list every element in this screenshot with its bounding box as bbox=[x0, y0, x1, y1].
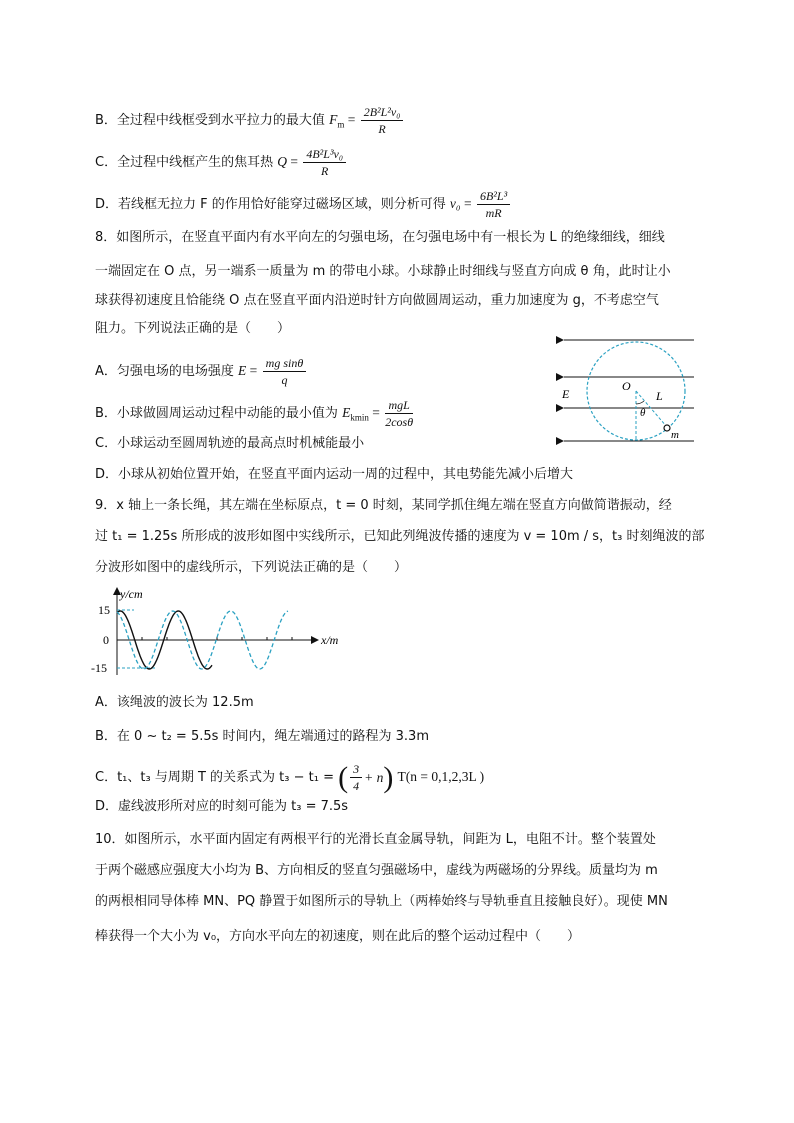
label-L: L bbox=[656, 389, 663, 403]
q9-option-c-paren-expression: ( $\frac{3}{4}$ + n ) bbox=[338, 760, 394, 794]
tick-label-15: 15 bbox=[98, 603, 110, 617]
tick-label-0: 0 bbox=[103, 633, 109, 647]
label-m: m bbox=[671, 429, 679, 441]
q8-option-b bbox=[95, 398, 415, 429]
q8-option-a-fraction: $\frac{\text{mg sinθ}}{q}$ bbox=[263, 356, 307, 387]
ball-marker bbox=[664, 425, 670, 431]
q8-option-a-formula: E = bbox=[238, 363, 261, 378]
q7-option-c bbox=[95, 147, 348, 178]
q7-option-b-formula: $F_m$ = bbox=[329, 112, 359, 130]
q9-option-c bbox=[95, 762, 484, 793]
q8-stem-line-4: 阻力。下列说法正确的是（ ） bbox=[95, 321, 291, 336]
label-O: O bbox=[622, 379, 631, 393]
q9-stem-line-2: 过 t₁ = 1.25s 所形成的波形如图中实线所示，已知此列绳波传播的速度为 v = 10m / s，t₃ 时刻绳波的部 bbox=[95, 529, 705, 544]
q7-option-d-fraction: $\frac{\text{6B²L³}}{mR}$ bbox=[477, 189, 510, 220]
q7-option-b-fraction: $\frac{\text{2B²L²v₀}}{R}$ bbox=[361, 105, 404, 136]
label-E: E bbox=[562, 387, 570, 401]
q8-field-diagram bbox=[556, 328, 700, 450]
q8-stem-line-3: 球获得初速度且恰能绕 O 点在竖直平面内沿逆时针方向做圆周运动，重力加速度为 g，不考虑空气 bbox=[95, 293, 659, 308]
q8-option-d: D．小球从初始位置开始，在竖直平面内运动一周的过程中，其电势能先减小后增大 bbox=[95, 467, 574, 482]
q7-option-b bbox=[95, 105, 405, 136]
q9-option-c-prefix: C．t₁、t₃ 与周期 T 的关系式为 t₃ − t₁ = bbox=[95, 770, 334, 785]
label-theta: θ bbox=[640, 407, 646, 419]
q9-stem-line-1: 9．x 轴上一条长绳，其左端在坐标原点，t = 0 时刻，某同学抓住绳左端在竖直方向做简谐振动，经 bbox=[95, 498, 672, 513]
q9-option-a: A．该绳波的波长为 12.5m bbox=[95, 695, 254, 710]
theta-arc bbox=[636, 401, 644, 404]
q8-option-b-fraction: $\frac{\text{mgL}}{2\cos\theta}$ bbox=[385, 398, 414, 429]
q9-stem-line-3: 分波形如图中的虚线所示，下列说法正确的是（ ） bbox=[95, 560, 408, 575]
q8-option-b-formula: $E_{kmin}$ = bbox=[342, 405, 384, 423]
q10-stem-line-2: 于两个磁感应强度大小均为 B、方向相反的竖直匀强磁场中，虚线为两磁场的分界线。质量均为 m bbox=[95, 863, 658, 878]
q7-option-b-text: B．全过程中线框受到水平拉力的最大值 bbox=[95, 113, 325, 128]
q10-stem-line-1: 10．如图所示，水平面内固定有两根平行的光滑长直金属导轨，间距为 L，电阻不计。整个装置处 bbox=[95, 832, 656, 847]
q8-option-a-text: A．匀强电场的电场强度 bbox=[95, 364, 234, 379]
y-axis-label: y/cm bbox=[120, 587, 143, 601]
q7-option-c-formula: Q = bbox=[277, 154, 302, 169]
q7-option-d-text: D．若线框无拉力 F 的作用恰好能穿过磁场区域，则分析可得 bbox=[95, 197, 446, 212]
q8-stem-line-1: 8．如图所示，在竖直平面内有水平向左的匀强电场，在匀强电场中有一根长为 L 的绝缘细线，细线 bbox=[95, 230, 665, 245]
q9-option-b: B．在 0 ~ t₂ = 5.5s 时间内，绳左端通过的路程为 3.3m bbox=[95, 729, 429, 744]
q9-option-d: D．虚线波形所对应的时刻可能为 t₃ = 7.5s bbox=[95, 799, 349, 814]
q8-option-c: C．小球运动至圆周轨迹的最高点时机械能最小 bbox=[95, 436, 365, 451]
q10-stem-line-4: 棒获得一个大小为 v₀，方向水平向左的初速度，则在此后的整个运动过程中（ ） bbox=[95, 929, 581, 944]
q7-option-d bbox=[95, 189, 512, 220]
q8-stem-line-2: 一端固定在 O 点，另一端系一质量为 m 的带电小球。小球静止时细线与竖直方向成 θ 角，此时让小 bbox=[95, 264, 671, 279]
q7-option-c-text: C．全过程中线框产生的焦耳热 bbox=[95, 155, 274, 170]
q7-option-c-fraction: $\frac{\text{4B²L³v₀}}{R}$ bbox=[303, 147, 346, 178]
q8-option-b-text: B．小球做圆周运动过程中动能的最小值为 bbox=[95, 406, 338, 421]
q7-option-d-formula: v₀ = bbox=[449, 196, 475, 211]
x-axis-label: x/m bbox=[321, 633, 339, 647]
q9-option-c-suffix: T(n = 0,1,2,3L ) bbox=[397, 769, 485, 784]
q10-stem-line-3: 的两根相同导体棒 MN、PQ 静置于如图所示的导轨上（两棒始终与导轨垂直且接触良好）。现使 MN bbox=[95, 894, 668, 909]
q8-option-a bbox=[95, 356, 308, 387]
tick-label-minus-15: -15 bbox=[91, 661, 107, 675]
q9-wave-graph bbox=[90, 585, 350, 680]
